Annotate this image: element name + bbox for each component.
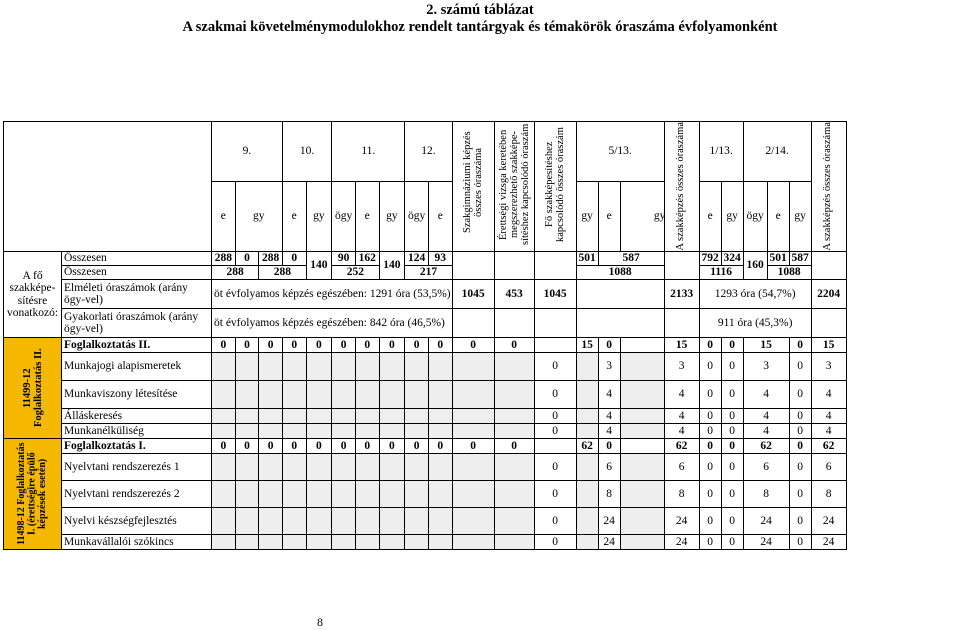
cell: 3 — [664, 353, 699, 381]
cell: 0 — [721, 453, 743, 480]
header-e: e — [699, 182, 721, 252]
header-year-113: 1/13. — [699, 122, 743, 182]
row-label-munkajogi: Munkajogi alapismeretek — [62, 353, 212, 381]
cell: 1088 — [767, 266, 811, 280]
cell: 0 — [721, 439, 743, 454]
row-label-elmeleti: Elméleti óraszámok (arány ögy-vel) — [62, 280, 212, 309]
header-fo: Fő szakképesítéshez kapcsolódó összes óraszám — [544, 127, 567, 242]
cell: 62 — [743, 439, 789, 454]
cell: 0 — [789, 353, 811, 381]
cell: 1116 — [699, 266, 743, 280]
cell: 0 — [699, 439, 721, 454]
cell: 8 — [598, 480, 620, 507]
table-caption: 2. számú táblázat — [426, 2, 534, 18]
cell: 0 — [306, 338, 332, 353]
cell: 0 — [332, 439, 356, 454]
cell: 0 — [789, 508, 811, 535]
cell: 1045 — [534, 280, 576, 309]
cell: 0 — [534, 480, 576, 507]
header-e: e — [282, 182, 306, 252]
cell: 0 — [721, 508, 743, 535]
cell: 0 — [379, 338, 405, 353]
cell: 4 — [811, 423, 846, 438]
row-label-szokincs: Munkavállalói szókincs — [62, 535, 212, 550]
cell: 0 — [699, 508, 721, 535]
row-label-allaskereses: Álláskeresés — [62, 408, 212, 423]
cell: 288 — [212, 252, 236, 266]
cell: 140 — [379, 252, 405, 280]
header-blank — [4, 122, 212, 252]
header-erettsegi: Érettségi vizsga keretében megszerezhető szakképe-sítéshez kapcsolódó óraszám — [497, 123, 531, 246]
cell: 3 — [598, 353, 620, 381]
cell: 0 — [598, 338, 620, 353]
cell: 6 — [743, 453, 789, 480]
cell: 0 — [598, 439, 620, 454]
row-label-osszesen: Összesen — [62, 252, 212, 266]
cell: 1045 — [452, 280, 494, 309]
cell: 4 — [743, 423, 789, 438]
header-e: e — [355, 182, 379, 252]
header-year-513: 5/13. — [576, 122, 664, 182]
cell: 2204 — [811, 280, 846, 309]
cell: 0 — [789, 535, 811, 550]
cell: 62 — [576, 439, 598, 454]
cell: 0 — [452, 439, 494, 454]
header-e: e — [212, 182, 236, 252]
cell: 8 — [811, 480, 846, 507]
cell: 0 — [282, 338, 306, 353]
row-label-gyakorlati: Gyakorlati óraszámok (arány ögy-vel) — [62, 309, 212, 338]
cell: 0 — [332, 338, 356, 353]
cell: 93 — [428, 252, 452, 266]
cell: 0 — [789, 380, 811, 408]
cell: 0 — [494, 338, 534, 353]
cell: 162 — [355, 252, 379, 266]
row-label-nyelvi: Nyelvi készségfejlesztés — [62, 508, 212, 535]
cell: 0 — [212, 439, 236, 454]
row-label-nyelvtani1: Nyelvtani rendszerezés 1 — [62, 453, 212, 480]
cell: 0 — [405, 338, 429, 353]
section-a-fo: A fő szakképe-sítésre vonatkozó: — [4, 252, 62, 338]
cell: 8 — [664, 480, 699, 507]
cell: 0 — [355, 338, 379, 353]
header-year-11: 11. — [332, 122, 405, 182]
cell: 501 — [576, 252, 598, 266]
gyakorlati-text: öt évfolyamos képzés egészében: 842 óra (46,5%) — [212, 309, 453, 338]
cell: 0 — [235, 252, 259, 266]
cell: 1088 — [576, 266, 664, 280]
cell: 62 — [664, 439, 699, 454]
cell: 4 — [811, 380, 846, 408]
header-gy: gy — [620, 182, 699, 252]
cell: 0 — [721, 353, 743, 381]
cell: 4 — [598, 380, 620, 408]
header-gy: gy — [379, 182, 405, 252]
cell: 4 — [598, 408, 620, 423]
cell: 0 — [534, 423, 576, 438]
hours-table — [3, 121, 847, 550]
cell: 4 — [664, 423, 699, 438]
cell: 0 — [789, 439, 811, 454]
header-osszes-2: A szakképzés összes óraszáma — [822, 122, 834, 251]
cell: 0 — [699, 480, 721, 507]
gyakorlati-text-2: 911 óra (45,3%) — [699, 309, 811, 338]
header-year-9: 9. — [212, 122, 283, 182]
cell: 0 — [259, 439, 283, 454]
cell: 160 — [743, 252, 767, 280]
cell: 15 — [743, 338, 789, 353]
cell: 0 — [534, 380, 576, 408]
cell: 0 — [428, 439, 452, 454]
cell: 140 — [306, 252, 332, 280]
cell: 4 — [598, 423, 620, 438]
header-gy: gy — [576, 182, 598, 252]
cell: 587 — [789, 252, 811, 266]
cell: 0 — [699, 535, 721, 550]
elmeleti-text-2: 1293 óra (54,7%) — [699, 280, 811, 309]
row-label-nyelvtani2: Nyelvtani rendszerezés 2 — [62, 480, 212, 507]
cell: 0 — [699, 353, 721, 381]
cell: 3 — [811, 353, 846, 381]
cell: 0 — [721, 480, 743, 507]
cell: 24 — [598, 508, 620, 535]
cell: 792 — [699, 252, 721, 266]
cell: 0 — [721, 423, 743, 438]
cell: 24 — [664, 508, 699, 535]
cell: 0 — [282, 252, 306, 266]
cell: 4 — [811, 408, 846, 423]
cell: 0 — [699, 338, 721, 353]
header-gy: gy — [789, 182, 811, 252]
cell: 0 — [212, 338, 236, 353]
cell: 4 — [743, 408, 789, 423]
page-number: 8 — [317, 615, 323, 629]
cell: 6 — [598, 453, 620, 480]
row-label-fog2: Foglalkoztatás II. — [62, 338, 212, 353]
cell: 501 — [767, 252, 789, 266]
cell: 24 — [811, 535, 846, 550]
cell: 24 — [743, 535, 789, 550]
cell: 90 — [332, 252, 356, 266]
cell: 4 — [664, 408, 699, 423]
cell: 453 — [494, 280, 534, 309]
header-ogy: ögy — [405, 182, 429, 252]
cell: 8 — [743, 480, 789, 507]
cell: 0 — [721, 535, 743, 550]
header-ogy: ögy — [743, 182, 767, 252]
cell: 0 — [789, 480, 811, 507]
cell: 15 — [664, 338, 699, 353]
cell: 0 — [699, 380, 721, 408]
cell: 0 — [789, 453, 811, 480]
cell: 3 — [743, 353, 789, 381]
header-year-10: 10. — [282, 122, 331, 182]
header-year-214: 2/14. — [743, 122, 811, 182]
header-gy: gy — [235, 182, 282, 252]
cell: 0 — [235, 439, 259, 454]
cell: 0 — [494, 439, 534, 454]
elmeleti-text: öt évfolyamos képzés egészében: 1291 óra (53,5%) — [212, 280, 453, 309]
header-e: e — [767, 182, 789, 252]
cell: 288 — [259, 266, 306, 280]
cell: 24 — [811, 508, 846, 535]
cell: 0 — [699, 423, 721, 438]
cell: 0 — [452, 338, 494, 353]
cell: 288 — [212, 266, 259, 280]
cell: 0 — [428, 338, 452, 353]
header-gy: gy — [721, 182, 743, 252]
cell: 6 — [664, 453, 699, 480]
cell: 324 — [721, 252, 743, 266]
cell: 4 — [664, 380, 699, 408]
cell: 0 — [699, 408, 721, 423]
cell: 24 — [664, 535, 699, 550]
cell: 124 — [405, 252, 429, 266]
row-label-fog1: Foglalkoztatás I. — [62, 439, 212, 454]
header-osszes-1: A szakképzés összes óraszáma — [675, 122, 687, 251]
cell: 15 — [576, 338, 598, 353]
row-label-munkanelkuliseg: Munkanélküliség — [62, 423, 212, 438]
cell: 2133 — [664, 280, 699, 309]
cell: 0 — [405, 439, 429, 454]
cell: 587 — [598, 252, 664, 266]
cell: 62 — [811, 439, 846, 454]
cell: 0 — [721, 408, 743, 423]
cell: 0 — [699, 453, 721, 480]
cell: 0 — [721, 338, 743, 353]
cell: 0 — [789, 423, 811, 438]
cell: 24 — [598, 535, 620, 550]
cell: 0 — [306, 439, 332, 454]
cell: 252 — [332, 266, 379, 280]
header-szakgimn: Szakgimnáziumi képzés összes óraszáma — [462, 131, 485, 233]
cell: 0 — [534, 408, 576, 423]
cell: 288 — [259, 252, 283, 266]
cell: 0 — [534, 453, 576, 480]
row-label-munkaviszony: Munkaviszony létesítése — [62, 380, 212, 408]
cell: 0 — [282, 439, 306, 454]
cell: 0 — [534, 535, 576, 550]
header-gy: gy — [306, 182, 332, 252]
header-e: e — [428, 182, 452, 252]
header-year-12: 12. — [405, 122, 452, 182]
cell: 0 — [721, 380, 743, 408]
cell: 0 — [379, 439, 405, 454]
cell: 0 — [259, 338, 283, 353]
cell: 0 — [534, 353, 576, 381]
cell: 0 — [789, 338, 811, 353]
cell: 15 — [811, 338, 846, 353]
cell: 0 — [534, 508, 576, 535]
cell: 4 — [743, 380, 789, 408]
header-e: e — [598, 182, 620, 252]
cell: 0 — [235, 338, 259, 353]
cell: 217 — [405, 266, 452, 280]
cell: 0 — [355, 439, 379, 454]
header-ogy: ögy — [332, 182, 356, 252]
cell: 0 — [789, 408, 811, 423]
cell: 6 — [811, 453, 846, 480]
table-title: A szakmai követelménymodulokhoz rendelt tantárgyak és témakörök óraszáma évfolyamonként — [182, 19, 778, 35]
cell: 24 — [743, 508, 789, 535]
row-label-osszesen: Összesen — [62, 266, 212, 280]
section-11499: 11499-12 Foglalkoztatás II. — [21, 348, 44, 428]
section-11498: 11498-12 Foglalkoztatás I. (érettségire épülő képzések esetén) — [15, 442, 48, 546]
